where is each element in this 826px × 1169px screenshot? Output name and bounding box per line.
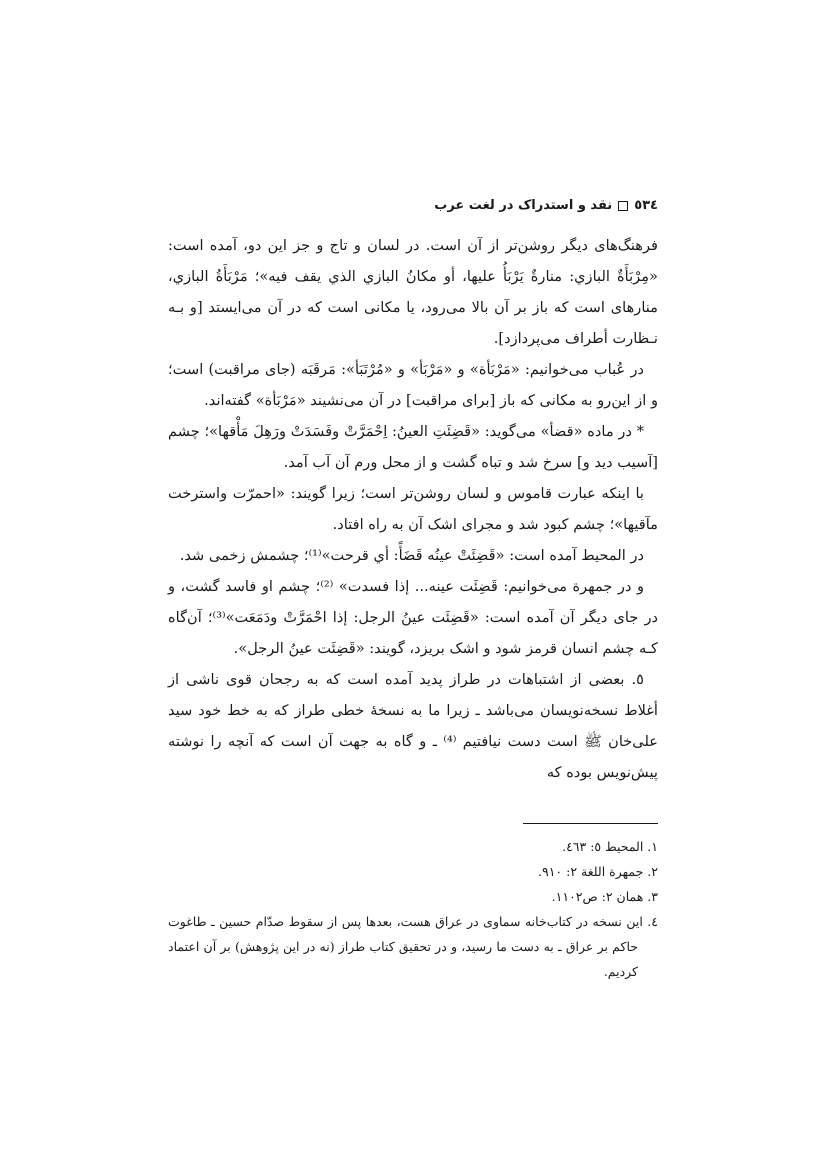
- running-title: نقد و استدراک در لغت عرب: [434, 198, 613, 213]
- running-header: [434, 198, 658, 213]
- footnote: ١. المحیط ٥: ٤٦٣.: [562, 839, 658, 854]
- footnotes: [168, 834, 658, 984]
- footnote: ٤. این نسخه در کتاب‌خانه سماوی در عراق هست، بعدها پس از سقوط صدّام حسین ـ طاغوت حاکم بر عراق ـ به دست ما رسید، و در تحقیق کتاب طراز (نه در این پژوهش) بر آن اعتماد کردیم.: [168, 914, 658, 979]
- footnote-separator: [523, 823, 658, 824]
- footnote: ٢. جمهرة اللغة ٢: ٩١٠.: [538, 864, 658, 879]
- paragraph: در المحیط آمده است: «قَضِئَتْ عينُه قَضَأً: أي قرحت»⁽¹⁾؛ چشمش زخمی شد.: [179, 547, 644, 564]
- paragraph: در عُباب می‌خوانیم: «مَرْبَأة» و «مَرْبَأ» و «مُرْتَبَأ»: مَرقَبَه (جای مراقبت) است؛ و از این‌رو به مکانی که باز [برای مراقبت] در آن می‌نشیند «مَرْبَأة» گفته‌اند.: [168, 361, 658, 409]
- page-number: ٥٣٤: [634, 198, 658, 213]
- footnote: ٣. همان ٢: ص١١٠٢.: [551, 889, 658, 904]
- main-text: [168, 230, 658, 788]
- paragraph: * در ماده «قضأ» می‌گوید: «قَضِئَتِ العينُ: اِحْمَرَّتْ وفَسَدَتْ ورَهِلَ مَأْقها»؛ چشم [آسیب دید و] سرخ شد و تباه گشت و از محل ورم آن آب آمد.: [168, 423, 658, 471]
- paragraph: ٥. بعضی از اشتباهات در طراز پدید آمده است که به رجحان قوی ناشی از أغلاط نسخه‌نویسان می‌باشد ـ زیرا ما به نسخهٔ خطی طراز که به خط خود سید علی‌خان ﷺ است دست نیافتیم ⁽⁴⁾ ـ و گاه به جهت آن است که آنچه را نوشته پیش‌نویس بوده که: [168, 671, 658, 781]
- paragraph: با اینکه عبارت قاموس و لسان روشن‌تر است؛ زیرا گویند: «احمرّت واسترخت مآقيها»؛ چشم کبود شد و مجرای اشک آن به راه افتاد.: [168, 485, 658, 533]
- square-bullet-icon: [618, 201, 628, 211]
- paragraph: فرهنگ‌های دیگر روشن‌تر از آن است. در لسان و تاج و جز این دو، آمده است: «مِرْبَأَةٌ البازي: منارةٌ يَرْبَأُ عليها، أو مكانُ البازي الذي يقف فيه»؛ مَرْبَأَةُ البازي، منارهای است که باز بر آن بالا می‌رود، یا مکانی است که در آن می‌ایستد [و بـه نـظارت أطراف می‌پردازد].: [168, 237, 658, 347]
- paragraph: و در جمهرة می‌خوانیم: قَضِئَت عينه... إذا فسدت» ⁽²⁾؛ چشم او فاسد گشت، و در جای دیگر آن آمده است: «قَضِئَت عينُ الرجل: إذا احْمَرَّتْ ودَمَعَت»⁽³⁾؛ آن‌گاه کـه چشم انسان قرمز شود و اشک بریزد، گویند: «قَضِئَت عينُ الرجل».: [168, 578, 658, 657]
